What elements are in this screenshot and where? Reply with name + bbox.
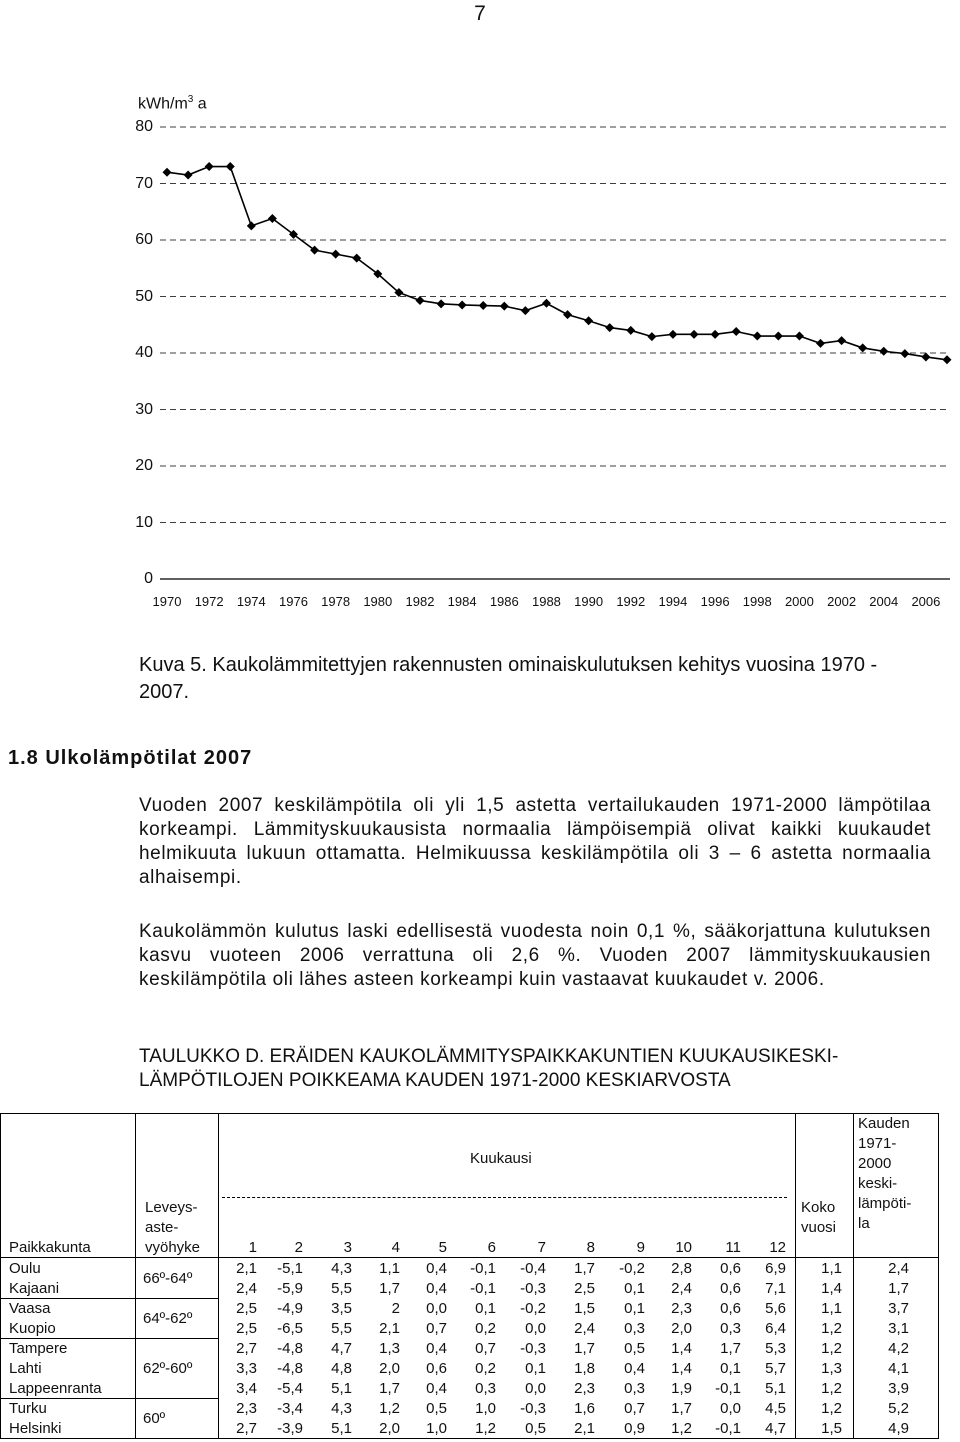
data-point-1972 [205,162,214,171]
x-tick-label: 1970 [152,594,182,609]
row-value-month-6: -0,1 [470,1280,496,1297]
row-value-month-9: 0,1 [624,1280,645,1297]
y-tick-label: 10 [135,513,153,531]
data-point-1988 [542,299,551,308]
row-value-month-4: 1,7 [379,1280,400,1297]
row-value-month-3: 3,5 [331,1300,352,1317]
row-value-month-6: 0,7 [475,1340,496,1357]
x-tick-label: 1988 [531,594,561,609]
table-title [139,1045,929,1093]
row-value-year: 1,2 [821,1380,842,1397]
row-value-month-11: 0,1 [720,1360,741,1377]
row-value-avg: 2,4 [888,1260,909,1277]
data-point-1983 [437,299,446,308]
row-value-month-9: 0,5 [624,1340,645,1357]
row-value-month-12: 5,7 [765,1360,786,1377]
x-tick-label: 1978 [321,594,351,609]
data-point-1987 [521,306,530,315]
row-value-month-1: 2,5 [236,1320,257,1337]
row-value-month-6: 1,2 [475,1420,496,1437]
x-tick-label: 1992 [616,594,646,609]
row-value-month-1: 2,3 [236,1400,257,1417]
header-month-1: 1 [248,1239,257,1256]
x-tick-label: 1994 [658,594,688,609]
row-value-month-7: 0,5 [525,1420,546,1437]
row-city: Tampere [9,1340,68,1357]
header-month-3: 3 [343,1239,352,1256]
header-avg-line: la [858,1215,870,1232]
row-value-month-3: 5,5 [331,1320,352,1337]
row-value-month-8: 1,7 [574,1260,595,1277]
row-value-month-4: 2,0 [379,1420,400,1437]
data-point-2005 [900,349,909,358]
row-value-month-5: 0,5 [426,1400,447,1417]
row-city: Oulu [9,1260,41,1277]
row-value-month-11: 0,3 [720,1320,741,1337]
months-group-underline [222,1197,787,1198]
x-tick-label: 1974 [236,594,266,609]
row-value-month-9: 0,7 [624,1400,645,1417]
row-value-month-2: -4,8 [277,1360,303,1377]
x-tick-label: 1998 [742,594,772,609]
data-point-2001 [816,339,825,348]
row-value-month-7: -0,4 [520,1260,546,1277]
row-value-month-2: -5,4 [277,1380,303,1397]
data-point-1990 [584,316,593,325]
x-tick-label: 1986 [489,594,519,609]
paragraph-2: Kaukolämmön kulutus laski edellisestä vuodesta noin 0,1 %, sääkorjattuna kulutuksen kasvu vuoteen 2006 verrattuna oli 2,6 %. Vuoden 2007 lämmityskuukausien keskilämpötila oli lähes asteen korkeampi kuin vastaavat kuukaudet v. 2006. [139,921,931,990]
y-tick-label: 30 [135,400,153,418]
row-value-month-8: 1,6 [574,1400,595,1417]
row-value-month-10: 1,2 [671,1420,692,1437]
row-value-month-12: 4,7 [765,1420,786,1437]
row-value-month-7: -0,3 [520,1340,546,1357]
zone-label: 66º-64º [143,1270,193,1287]
data-point-1974 [247,221,256,230]
x-tick-label: 2002 [827,594,857,609]
row-value-month-9: 0,9 [624,1420,645,1437]
row-value-month-1: 2,4 [236,1280,257,1297]
row-value-avg: 1,7 [888,1280,909,1297]
line-chart [0,0,960,600]
x-tick-label: 1972 [194,594,224,609]
row-value-month-3: 4,3 [331,1260,352,1277]
row-value-month-6: -0,1 [470,1260,496,1277]
data-point-1992 [626,326,635,335]
row-value-month-6: 0,2 [475,1360,496,1377]
header-zone-line: Leveys- [145,1199,198,1216]
row-value-month-11: 1,7 [720,1340,741,1357]
row-value-month-4: 1,7 [379,1380,400,1397]
y-tick-label: 0 [144,570,153,587]
header-month-11: 11 [725,1239,741,1256]
row-value-month-3: 4,8 [331,1360,352,1377]
header-avg-line: 1971- [858,1135,897,1152]
x-tick-label: 1996 [700,594,730,609]
header-month-4: 4 [391,1239,400,1256]
row-value-avg: 4,9 [888,1420,909,1437]
row-value-month-1: 2,7 [236,1340,257,1357]
row-value-month-10: 1,7 [671,1400,692,1417]
data-point-1997 [732,327,741,336]
row-value-year: 1,2 [821,1340,842,1357]
row-value-month-2: -4,8 [277,1340,303,1357]
row-value-avg: 4,1 [888,1360,909,1377]
row-value-month-9: 0,1 [624,1300,645,1317]
row-value-month-4: 2 [391,1300,400,1317]
row-value-month-5: 0,4 [426,1340,447,1357]
row-value-month-5: 0,4 [426,1280,447,1297]
data-point-1994 [668,330,677,339]
chart-y-axis-unit: kWh/$m^3$ a [138,94,207,113]
row-value-month-8: 2,5 [574,1280,595,1297]
row-value-month-7: -0,3 [520,1400,546,1417]
row-value-month-11: 0,6 [720,1300,741,1317]
series-line [167,167,947,360]
row-value-month-4: 1,2 [379,1400,400,1417]
header-month-5: 5 [438,1239,447,1256]
data-point-1982 [415,296,424,305]
data-point-1999 [774,332,783,341]
row-value-month-1: 3,3 [236,1360,257,1377]
row-value-month-6: 0,3 [475,1380,496,1397]
row-value-month-12: 5,6 [765,1300,786,1317]
row-value-month-5: 0,4 [426,1380,447,1397]
row-value-month-2: -3,4 [277,1400,303,1417]
header-month-9: 9 [636,1239,645,1256]
header-year-line: vuosi [801,1219,837,1236]
data-point-2003 [858,343,867,352]
table-column-divider [135,1113,136,1439]
header-month-7: 7 [537,1239,546,1256]
x-tick-label: 1984 [447,594,477,609]
x-tick-label: 2000 [784,594,814,609]
header-year-line: Koko [801,1199,836,1216]
data-point-1985 [479,301,488,310]
row-value-month-3: 5,5 [331,1280,352,1297]
row-value-month-8: 1,7 [574,1340,595,1357]
row-value-month-5: 0,4 [426,1260,447,1277]
row-city: Lappeenranta [9,1380,102,1397]
zone-label: 60º [143,1410,166,1427]
data-point-2000 [795,332,804,341]
row-value-month-11: -0,1 [715,1380,741,1397]
row-value-month-8: 2,1 [574,1420,595,1437]
row-city: Vaasa [9,1300,51,1317]
data-point-1986 [500,302,509,311]
data-point-1984 [458,300,467,309]
header-avg-line: 2000 [858,1155,892,1172]
row-value-month-8: 2,3 [574,1380,595,1397]
x-tick-label: 1982 [405,594,435,609]
row-value-month-5: 0,7 [426,1320,447,1337]
row-value-month-6: 0,2 [475,1320,496,1337]
data-point-2007 [943,355,952,364]
header-city: Paikkakunta [9,1239,91,1256]
table-title-line-2: LÄMPÖTILOJEN POIKKEAMA KAUDEN 1971-2000 KESKIARVOSTA [139,1070,731,1091]
row-value-month-1: 2,1 [236,1260,257,1277]
row-value-month-12: 7,1 [765,1280,786,1297]
data-point-1993 [647,332,656,341]
row-value-month-2: -3,9 [277,1420,303,1437]
row-value-month-5: 0,0 [426,1300,447,1317]
data-point-1971 [184,171,193,180]
row-value-month-5: 0,6 [426,1360,447,1377]
row-value-month-9: -0,2 [619,1260,645,1277]
x-tick-label: 1990 [574,594,604,609]
row-value-month-12: 5,3 [765,1340,786,1357]
zone-label: 64º-62º [143,1310,193,1327]
row-value-year: 1,1 [821,1300,842,1317]
row-value-month-11: -0,1 [715,1420,741,1437]
page-number: 7 [474,2,486,25]
row-value-month-4: 2,0 [379,1360,400,1377]
data-point-2002 [837,336,846,345]
row-value-month-1: 2,7 [236,1420,257,1437]
row-value-month-6: 0,1 [475,1300,496,1317]
row-value-year: 1,3 [821,1360,842,1377]
row-value-month-9: 0,3 [624,1380,645,1397]
row-value-month-3: 5,1 [331,1420,352,1437]
row-value-month-1: 3,4 [236,1380,257,1397]
row-value-month-3: 4,7 [331,1340,352,1357]
figure-caption: Kuva 5. Kaukolämmitettyjen rakennusten ominaiskulutuksen kehitys vuosina 1970 - 2007. [139,654,878,703]
data-point-1989 [563,310,572,319]
data-point-1998 [753,332,762,341]
row-value-month-1: 2,5 [236,1300,257,1317]
data-point-2006 [921,352,930,361]
row-value-month-4: 1,3 [379,1340,400,1357]
y-tick-label: 80 [135,118,153,135]
zone-label: 62º-60º [143,1360,193,1377]
header-month-6: 6 [487,1239,496,1256]
header-month-10: 10 [675,1239,692,1256]
data-point-1996 [711,330,720,339]
row-value-month-11: 0,6 [720,1280,741,1297]
row-value-month-2: -4,9 [277,1300,303,1317]
row-value-year: 1,1 [821,1260,842,1277]
row-value-month-2: -5,1 [277,1260,303,1277]
header-avg-line: keski- [858,1175,898,1192]
header-month-12: 12 [769,1239,786,1256]
x-tick-label: 1980 [363,594,393,609]
data-point-1970 [163,168,172,177]
y-tick-label: 20 [135,457,153,474]
row-value-month-8: 1,5 [574,1300,595,1317]
row-value-month-7: 0,1 [525,1360,546,1377]
row-value-month-4: 2,1 [379,1320,400,1337]
row-value-month-10: 2,4 [671,1280,692,1297]
row-value-month-5: 1,0 [426,1420,447,1437]
row-value-month-4: 1,1 [379,1260,400,1277]
row-value-month-10: 2,0 [671,1320,692,1337]
x-tick-label: 2006 [911,594,941,609]
row-value-year: 1,4 [821,1280,842,1297]
header-zone-line: aste- [145,1219,179,1236]
row-value-month-3: 5,1 [331,1380,352,1397]
row-value-month-10: 2,3 [671,1300,692,1317]
row-value-avg: 4,2 [888,1340,909,1357]
row-value-month-7: 0,0 [525,1380,546,1397]
y-tick-label: 70 [135,174,153,192]
row-value-month-9: 0,3 [624,1320,645,1337]
data-point-2004 [879,347,888,356]
row-city: Lahti [9,1360,42,1377]
data-point-1991 [605,323,614,332]
header-zone-line: vyöhyke [145,1239,201,1256]
paragraph-1: Vuoden 2007 keskilämpötila oli yli 1,5 astetta vertailukauden 1971-2000 lämpötilaa korkeampi. Lämmityskuukausista normaalia lämpöisempiä olivat kaikki kuukaudet helmikuuta lukuun ottamatta. Helmikuussa keskilämpötila oli 3 – 6 astetta normaalia alhaisempi. [139,795,931,888]
row-value-avg: 3,1 [888,1320,909,1337]
row-value-month-12: 6,4 [765,1320,786,1337]
y-tick-label: 50 [135,287,153,305]
header-months-group: Kuukausi [470,1150,532,1167]
row-value-month-9: 0,4 [624,1360,645,1377]
row-value-month-7: -0,2 [520,1300,546,1317]
data-point-1973 [226,162,235,171]
y-tick-label: 40 [135,344,153,361]
row-value-year: 1,2 [821,1400,842,1417]
row-city: Helsinki [9,1420,62,1437]
row-value-month-8: 2,4 [574,1320,595,1337]
header-month-8: 8 [586,1239,595,1256]
table-column-divider [853,1113,854,1439]
header-avg-line: lämpöti- [858,1195,912,1212]
header-month-2: 2 [294,1239,303,1256]
row-value-month-10: 1,4 [671,1360,692,1377]
row-value-month-8: 1,8 [574,1360,595,1377]
x-tick-label: 2004 [869,594,899,609]
row-value-month-3: 4,3 [331,1400,352,1417]
table-column-divider [795,1113,796,1439]
section-heading: 1.8 Ulkolämpötilat 2007 [8,747,253,769]
row-value-avg: 3,9 [888,1380,909,1397]
row-value-month-12: 6,9 [765,1260,786,1277]
row-value-month-12: 5,1 [765,1380,786,1397]
y-tick-label: 60 [135,231,153,248]
row-value-month-11: 0,0 [720,1400,741,1417]
row-value-month-10: 1,9 [671,1380,692,1397]
row-city: Turku [9,1400,47,1417]
row-value-avg: 3,7 [888,1300,909,1317]
row-value-month-7: 0,0 [525,1320,546,1337]
row-value-month-10: 2,8 [671,1260,692,1277]
row-city: Kajaani [9,1280,60,1297]
row-value-year: 1,5 [821,1420,842,1437]
data-point-1978 [331,250,340,259]
data-point-1995 [690,330,699,339]
row-value-avg: 5,2 [888,1400,909,1417]
row-value-month-7: -0,3 [520,1280,546,1297]
row-city: Kuopio [9,1320,56,1337]
row-value-month-2: -5,9 [277,1280,303,1297]
table-title-line-1: TAULUKKO D. ERÄIDEN KAUKOLÄMMITYSPAIKKAKUNTIEN KUUKAUSIKESKI- [139,1046,839,1067]
row-value-month-2: -6,5 [277,1320,303,1337]
row-value-month-12: 4,5 [765,1400,786,1417]
header-avg-line: Kauden [858,1115,910,1132]
row-value-month-10: 1,4 [671,1340,692,1357]
x-tick-label: 1976 [279,594,308,609]
row-value-year: 1,2 [821,1320,842,1337]
row-value-month-11: 0,6 [720,1260,741,1277]
row-value-month-6: 1,0 [475,1400,496,1417]
